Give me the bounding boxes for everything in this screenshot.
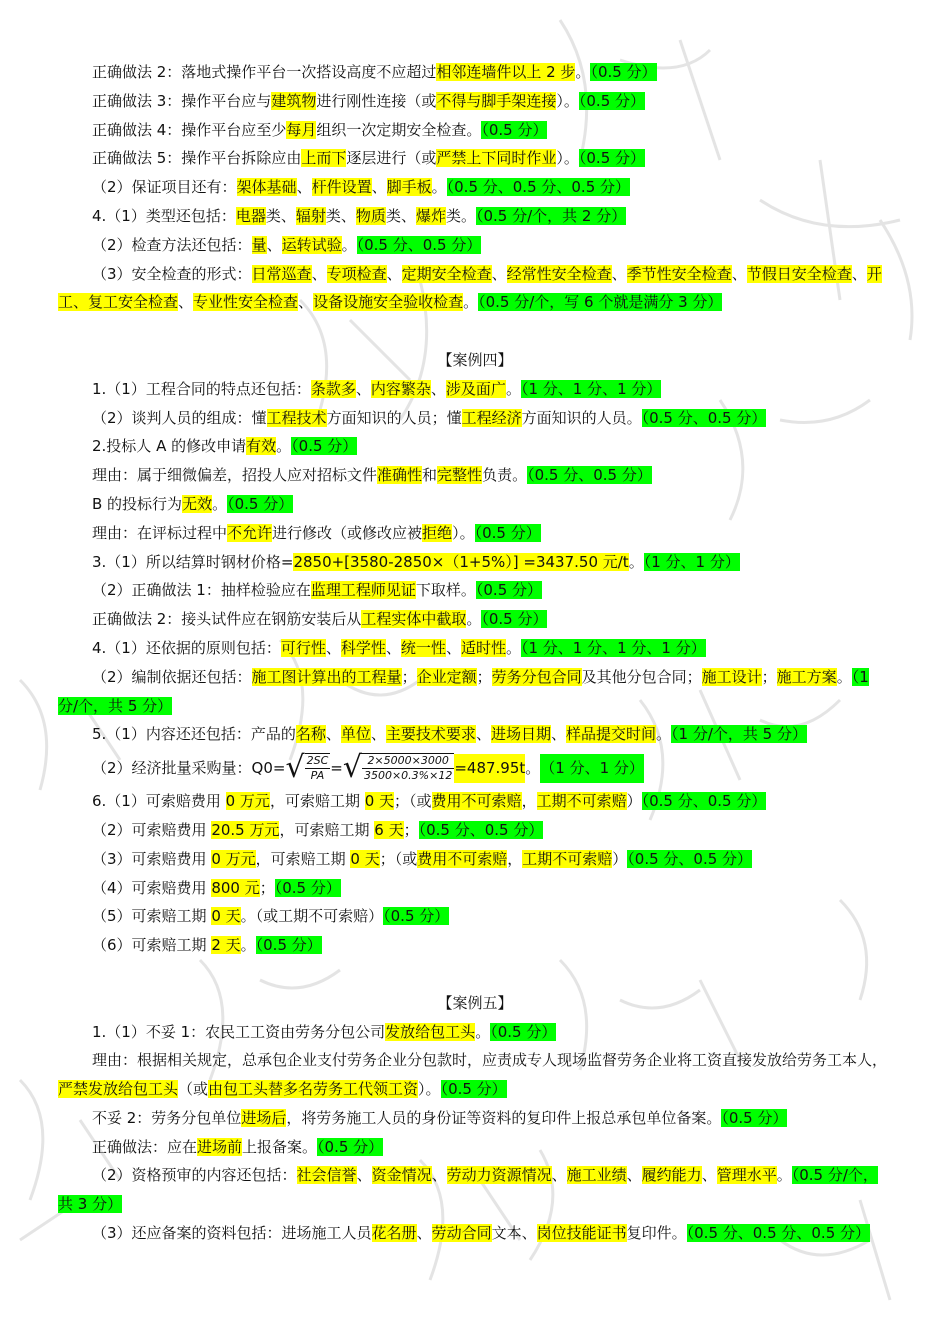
yellow-highlight: 20.5 万元 [211, 820, 280, 839]
text: 。 [505, 379, 521, 398]
case4-line-3 [58, 432, 892, 461]
case4-title: 【案例四】 [437, 350, 513, 369]
text: 理由：根据相关规定，总承包企业支付劳务企业分包款时，应责成专人现场监督劳务企业将工资直接发放给劳务工本人， [92, 1051, 888, 1070]
text: 1.（1）不妥 1：农民工工资由劳务分包公司 [92, 1022, 386, 1041]
text: 、 [416, 1224, 432, 1243]
score-label: （0.5 分、0.5 分、0.5 分） [686, 1224, 871, 1243]
score-label: （0.5 分、0.5 分） [356, 235, 482, 254]
case5-line-5 [58, 1161, 892, 1219]
text: 5.（1）内容还还包括：产品的 [92, 725, 296, 744]
yellow-highlight: 名称 [295, 725, 326, 744]
sqrt-formula-1 [285, 750, 330, 786]
text: （2）经济批量采购量：Q0= [92, 758, 286, 777]
case4-line-18 [58, 902, 892, 931]
yellow-highlight: 由包工头替多名劳务工代领工资 [208, 1080, 419, 1099]
text: 、 [491, 264, 507, 283]
yellow-highlight: 专业性安全检查 [193, 293, 299, 312]
fraction [362, 753, 454, 783]
yellow-highlight: 涉及面广 [445, 379, 506, 398]
yellow-highlight: 完整性 [437, 466, 483, 485]
yellow-highlight: 施工图计算出的工程量 [251, 667, 402, 686]
text: 。 [836, 667, 852, 686]
text: 、 [311, 264, 327, 283]
yellow-highlight: 岗位技能证书 [536, 1224, 627, 1243]
text: ）。 [556, 149, 579, 168]
yellow-highlight: 0 天 [211, 907, 241, 926]
case4-line-12 [58, 720, 892, 749]
text: ；（或 [379, 849, 418, 868]
yellow-highlight: 0 万元 [211, 849, 256, 868]
text: 。 [431, 178, 447, 197]
yellow-highlight: 适时性 [460, 638, 506, 657]
text: ，可索赔工期 [269, 792, 365, 811]
text: 。 [656, 725, 672, 744]
score-label: （0.5 分） [475, 581, 543, 600]
yellow-highlight: 样品提交时间 [565, 725, 656, 744]
case4-line-19 [58, 931, 892, 960]
text: ； [401, 667, 417, 686]
text: 、 [298, 293, 314, 312]
yellow-highlight: 每月 [286, 120, 317, 139]
text: 下取样。 [415, 581, 476, 600]
text: （6）可索赔工期 [92, 936, 212, 955]
text: ； [476, 667, 492, 686]
text: 、 [371, 178, 387, 197]
case4-line-4 [58, 461, 892, 490]
yellow-highlight: 0 天 [350, 849, 380, 868]
text: 、 [551, 1166, 567, 1185]
text: （3）还应备案的资料包括：进场施工人员 [92, 1224, 372, 1243]
text: （2）资格预审的内容还包括： [92, 1166, 297, 1185]
text: 负责。 [482, 466, 528, 485]
yellow-highlight: 资金情况 [371, 1166, 432, 1185]
text: 、 [626, 1166, 642, 1185]
case3-line-5 [58, 173, 892, 202]
text: （4）可索赔费用 [92, 878, 212, 897]
yellow-highlight: 杆件设置 [311, 178, 372, 197]
text: 类。 [445, 206, 476, 225]
yellow-highlight: 运转试验 [281, 235, 342, 254]
text: 上报备案。 [242, 1137, 318, 1156]
yellow-highlight: 无效 [182, 494, 213, 513]
text: 类、 [265, 206, 296, 225]
text: （5）可索赔工期 [92, 907, 212, 926]
case3-line-7 [58, 231, 892, 260]
score-label: （1 分、1 分、1 分、1 分） [520, 638, 706, 657]
text: ；（或 [394, 792, 432, 811]
yellow-highlight: 上而下 [301, 149, 347, 168]
text: 1.（1）工程合同的特点还包括： [92, 379, 311, 398]
text: 组织一次定期安全检查。 [316, 120, 482, 139]
fraction-numerator: 2×5000×3000 [362, 754, 454, 769]
text: ，可索赔工期 [279, 820, 375, 839]
text: 进行修改（或修改应被 [272, 523, 423, 542]
yellow-highlight: 进场后 [241, 1108, 287, 1127]
case5-line-4 [58, 1133, 892, 1162]
score-label: （0.5 分） [227, 494, 294, 513]
case3-line-6 [58, 202, 892, 231]
yellow-highlight: 2 天 [211, 936, 241, 955]
yellow-highlight: 花名册 [371, 1224, 417, 1243]
text: （2）谈判人员的组成：懂 [92, 408, 267, 427]
text: 类、 [325, 206, 356, 225]
text: ； [403, 820, 419, 839]
case5-line-1 [58, 1018, 892, 1047]
text: 、 [431, 1166, 447, 1185]
yellow-highlight: 工程经济 [461, 408, 522, 427]
score-label: （0.5 分） [590, 63, 657, 81]
text: 正确做法 4：操作平台应至少 [92, 120, 287, 139]
text: 、 [701, 1166, 717, 1185]
text: ，可索赔工期 [255, 849, 351, 868]
text: 、 [386, 264, 402, 283]
fraction-numerator: 2SC [306, 754, 329, 768]
yellow-highlight: 辐射 [295, 206, 326, 225]
text: （2）保证项目还有： [92, 178, 237, 197]
case4-line-2 [58, 404, 892, 433]
text: 复印件。 [626, 1224, 687, 1243]
yellow-highlight: 量 [251, 235, 267, 254]
text: 、 [475, 725, 491, 744]
sqrt-formula-2 [342, 750, 455, 786]
yellow-highlight: 建筑物 [271, 91, 317, 110]
text: = [330, 758, 343, 777]
score-label: （0.5 分） [578, 91, 646, 110]
yellow-highlight: 物质 [355, 206, 386, 225]
text: 进行刚性连接（或 [316, 91, 437, 110]
text: 4.（1）还依据的原则包括： [92, 638, 281, 657]
yellow-highlight: 费用不可索赔 [417, 849, 508, 868]
score-label: （0.5 分、0.5 分、0.5 分） [446, 178, 631, 197]
text: （2）编制依据还包括： [92, 667, 252, 686]
text: ，将劳务施工人员的身份证等资料的复印件上报总承包单位备案。 [286, 1108, 722, 1127]
yellow-highlight: 条款多 [310, 379, 356, 398]
score-label: （0.5 分、0.5 分） [527, 466, 652, 485]
score-label: （0.5 分） [383, 907, 450, 926]
case4-line-14 [58, 787, 892, 816]
text: 。 [341, 235, 357, 254]
fraction-denominator: PA [310, 769, 325, 783]
text: 、 [550, 725, 566, 744]
score-label: （0.5 分、0.5 分） [627, 849, 753, 868]
text: 、 [385, 638, 401, 657]
text: 方面知识的人员；懂 [326, 408, 462, 427]
case4-line-16 [58, 845, 892, 874]
score-label: （0.5 分/个，共 3 分） [58, 1166, 878, 1214]
text: ）。 [452, 523, 475, 542]
text: 、 [370, 725, 386, 744]
text: 正确做法：应在 [92, 1137, 198, 1156]
score-label: （0.5 分） [721, 1108, 788, 1127]
text: （3）可索赔费用 [92, 849, 212, 868]
text: 正确做法 2：落地式操作平台一次搭设高度不应超过 [92, 63, 437, 81]
yellow-highlight: 相邻连墙件以上 2 步 [436, 63, 576, 81]
text: 。 [276, 437, 292, 456]
text: 3.（1）所以结算时钢材价格= [92, 552, 294, 571]
score-label: （0.5 分） [291, 437, 358, 456]
score-label: （0.5 分） [474, 523, 541, 542]
yellow-highlight: 劳动力资源情况 [446, 1166, 552, 1185]
text: 、 [355, 379, 371, 398]
yellow-highlight: 2850+[3580-2850×（1+5%）] =3437.50 元/t [293, 552, 629, 571]
case4-line-6 [58, 519, 892, 548]
text: ）。 [418, 1080, 441, 1099]
text: 理由：在评标过程中 [92, 523, 228, 542]
text: 、 [178, 293, 194, 312]
yellow-highlight: 不允许 [227, 523, 273, 542]
score-label: （0.5 分） [274, 878, 341, 897]
text: 。 [505, 638, 521, 657]
text: 4.（1）类型还包括： [92, 206, 236, 225]
yellow-highlight: 单位 [340, 725, 371, 744]
yellow-highlight: 设备设施安全验收检查 [313, 293, 464, 312]
text: 、 [611, 264, 627, 283]
yellow-highlight: 内容繁杂 [370, 379, 431, 398]
score-label: （0.5 分） [490, 1022, 557, 1041]
case4-line-7 [58, 548, 892, 577]
text: ， [521, 792, 537, 811]
text: 不妥 2：劳务分包单位 [92, 1108, 242, 1127]
text: 、 [430, 379, 446, 398]
fraction-denominator: 3500×0.3%×12 [363, 769, 453, 783]
yellow-highlight: 日常巡查 [251, 264, 312, 283]
radical-sign: √ [342, 750, 362, 786]
text: 。 [240, 936, 256, 955]
yellow-highlight: 专项检查 [326, 264, 387, 283]
score-label: （0.5 分、0.5 分） [641, 792, 767, 811]
text: 、 [356, 1166, 372, 1185]
score-label: （0.5 分/个，共 2 分） [475, 206, 627, 225]
score-label: （0.5 分） [481, 610, 548, 629]
yellow-highlight: 脚手板 [386, 178, 432, 197]
score-label: （0.5 分） [481, 120, 548, 139]
yellow-highlight: 工期不可索赔 [536, 792, 627, 811]
score-label: （0.5 分/个，写 6 个就是满分 3 分） [478, 293, 723, 312]
score-label: （0.5 分） [578, 149, 646, 168]
text: 正确做法 2：接头试件应在钢筋安装后从 [92, 610, 362, 629]
text: 理由：属于细微偏差，招投人应对招标文件 [92, 466, 378, 485]
yellow-highlight: 800 元 [211, 878, 260, 897]
text: 2.投标人 A 的修改申请 [92, 437, 247, 456]
case5-line-2 [58, 1046, 892, 1104]
text: 。 [212, 494, 228, 513]
text: 。 [466, 610, 482, 629]
yellow-highlight: 不得与脚手架连接 [436, 91, 557, 110]
score-label: （1 分、1 分） [540, 754, 644, 783]
text: 、 [266, 235, 282, 254]
yellow-highlight: 可行性 [280, 638, 326, 657]
score-label: （1 分/个，共 5 分） [671, 725, 807, 744]
yellow-highlight: 工程实体中截取 [361, 610, 467, 629]
yellow-highlight: 工期不可索赔 [522, 849, 613, 868]
spacer [58, 317, 892, 346]
text: ）。 [556, 91, 579, 110]
score-label: （0.5 分、0.5 分） [418, 820, 544, 839]
text: 、 [445, 638, 461, 657]
text: （3）安全检查的形式： [92, 264, 252, 283]
yellow-highlight: 劳务分包合同 [491, 667, 582, 686]
text: 。（或工期不可索赔） [240, 907, 384, 926]
text: 。 [463, 293, 479, 312]
yellow-highlight: 管理水平 [716, 1166, 777, 1185]
radical-sign: √ [285, 750, 305, 786]
text: 正确做法 3：操作平台应与 [92, 91, 272, 110]
document-body [58, 58, 892, 1248]
yellow-highlight: 严禁上下同时作业 [436, 149, 557, 168]
yellow-highlight: 企业定额 [416, 667, 477, 686]
score-label: （0.5 分） [440, 1080, 507, 1099]
case4-line-13 [58, 749, 892, 787]
yellow-highlight: =487.95t [454, 754, 525, 783]
fraction [305, 753, 331, 783]
text: 。 [628, 552, 644, 571]
text: 文本、 [491, 1224, 537, 1243]
text: B 的投标行为 [92, 494, 183, 513]
score-label: （1 分、1 分、1 分） [520, 379, 662, 398]
case4-line-5 [58, 490, 892, 519]
yellow-highlight: 季节性安全检查 [626, 264, 732, 283]
yellow-highlight: 科学性 [340, 638, 386, 657]
text: 、 [731, 264, 747, 283]
yellow-highlight: 有效 [246, 437, 277, 456]
text: 、 [325, 725, 341, 744]
score-label: （0.5 分） [255, 936, 322, 955]
yellow-highlight: 主要技术要求 [385, 725, 476, 744]
yellow-highlight: 开工、复工安全检查 [58, 264, 882, 312]
case4-line-10 [58, 634, 892, 663]
yellow-highlight: 拒绝 [422, 523, 453, 542]
yellow-highlight: 进场日期 [490, 725, 551, 744]
score-label: （0.5 分、0.5 分） [641, 408, 767, 427]
yellow-highlight: 履约能力 [641, 1166, 702, 1185]
case4-line-15 [58, 816, 892, 845]
yellow-highlight: 施工方案 [776, 667, 837, 686]
text: ） [612, 849, 628, 868]
text: （2）可索赔费用 [92, 820, 212, 839]
case5-line-3 [58, 1104, 892, 1133]
spacer [58, 960, 892, 989]
text: ； [259, 878, 275, 897]
text: 。 [475, 1022, 491, 1041]
yellow-highlight: 劳动合同 [431, 1224, 492, 1243]
yellow-highlight: 经常性安全检查 [506, 264, 612, 283]
yellow-highlight: 社会信誉 [296, 1166, 357, 1185]
yellow-highlight: 费用不可索赔 [431, 792, 522, 811]
yellow-highlight: 电器 [235, 206, 266, 225]
yellow-highlight: 施工业绩 [566, 1166, 627, 1185]
case5-line-6 [58, 1219, 892, 1248]
yellow-highlight: 准确性 [377, 466, 423, 485]
case5-title: 【案例五】 [437, 993, 513, 1012]
yellow-highlight: 0 万元 [225, 792, 270, 811]
yellow-highlight: 监理工程师见证 [310, 581, 416, 600]
text: 逐层进行（或 [346, 149, 437, 168]
text: 类、 [385, 206, 416, 225]
text: （2）检查方法还包括： [92, 235, 252, 254]
case4-line-8 [58, 576, 892, 605]
text: 。 [575, 63, 591, 81]
yellow-highlight: 0 天 [364, 792, 395, 811]
text: （2）正确做法 1：抽样检验应在 [92, 581, 311, 600]
text: （或 [178, 1080, 209, 1099]
score-label: （1 分/个，共 5 分） [58, 667, 869, 715]
text: 及其他分包合同； [581, 667, 702, 686]
text: ， [507, 849, 523, 868]
case3-line-3 [58, 116, 892, 145]
yellow-highlight: 发放给包工头 [385, 1022, 476, 1041]
case3-line-4 [58, 144, 892, 173]
yellow-highlight: 节假日安全检查 [746, 264, 852, 283]
case3-line-1 [58, 58, 892, 87]
text: 、 [851, 264, 867, 283]
text: 。 [776, 1166, 792, 1185]
text: 。 [525, 758, 541, 777]
yellow-highlight: 进场前 [197, 1137, 243, 1156]
case4-line-1 [58, 375, 892, 404]
case3-line-8 [58, 260, 892, 318]
yellow-highlight: 6 天 [374, 820, 404, 839]
yellow-highlight: 统一性 [400, 638, 446, 657]
yellow-highlight: 施工设计 [701, 667, 762, 686]
case4-line-9 [58, 605, 892, 634]
case4-line-17 [58, 874, 892, 903]
text: ； [761, 667, 777, 686]
text: 正确做法 5：操作平台拆除应由 [92, 149, 302, 168]
case3-line-2 [58, 87, 892, 116]
score-label: （1 分、1 分） [643, 552, 740, 571]
yellow-highlight: 爆炸 [415, 206, 446, 225]
text: 、 [325, 638, 341, 657]
yellow-highlight: 工程技术 [266, 408, 327, 427]
case4-line-11 [58, 663, 892, 721]
text: 和 [422, 466, 438, 485]
text: ） [626, 792, 642, 811]
yellow-highlight: 架体基础 [236, 178, 297, 197]
text: 方面知识的人员。 [521, 408, 642, 427]
yellow-highlight: 定期安全检查 [401, 264, 492, 283]
yellow-highlight: 严禁发放给包工头 [58, 1080, 179, 1099]
score-label: （0.5 分） [317, 1137, 384, 1156]
text: 、 [296, 178, 312, 197]
text: 6.（1）可索赔费用 [92, 792, 226, 811]
